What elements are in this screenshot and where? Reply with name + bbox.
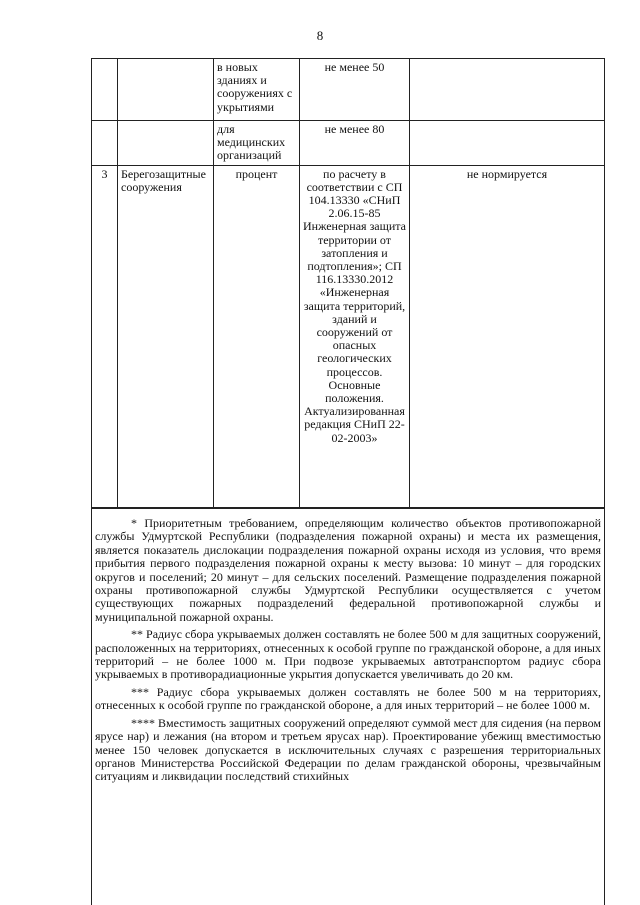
min-value-cell: не менее 50 xyxy=(300,59,410,121)
object-name-cell xyxy=(118,59,214,121)
footnote-shelter-capacity: **** Вместимость защитных сооружений определяют суммой мест для сидения (на первом ярусе нар) и лежания (на втором и третьем ярусах нар). Проектирование убежищ вместимостью менее 150 человек допускается в исключительных случаях с разрешения территориальных органов Министерства Российской Федерации по делам гражданской обороны, чрезвычайным ситуациям и ликвидации последствий стихийных xyxy=(95,715,601,784)
footnotes xyxy=(91,508,605,905)
norms-table xyxy=(91,58,605,508)
table-row xyxy=(92,121,605,166)
max-value-cell xyxy=(410,59,605,121)
table-row xyxy=(92,165,605,507)
row-number-cell: 3 xyxy=(92,165,118,507)
min-value-cell: по расчету в соответствии с СП 104.13330 «СНиП 2.06.15-85 Инженерная защита территории от затопления и подтопления»; СП 116.13330.2012 «Инженерная защита территорий, зданий и сооружений от опасных геологических процессов. Основные положения. Актуализированная редакция СНиП 22-02-2003» xyxy=(300,165,410,507)
footnote-fire-service: * Приоритетным требованием, определяющим количество объектов противопожарной службы Удмуртской Республики (подразделения пожарной охраны) и места их размещения, является показатель дислокации подразделения пожарной охраны исходя из условия, что время прибытия первого подразделения пожарной охраны к месту вызова: 10 минут – для городских округов и поселений; 20 минут – для сельских поселений. Размещение подразделения пожарной охраны противопожарной службы Удмуртской Республики осуществляется с учетом существующих пожарных подразделений федеральной противопожарной службы и муниципальной пожарной охраны. xyxy=(95,516,601,624)
unit-cell: процент xyxy=(214,165,300,507)
page-number: 8 xyxy=(316,28,324,43)
unit-cell: в новых зданиях и сооружениях с укрытиями xyxy=(214,59,300,121)
max-value-cell: не нормируется xyxy=(410,165,605,507)
table-row xyxy=(92,59,605,121)
unit-cell: для медицинских организаций xyxy=(214,121,300,166)
footnote-radius-territories: *** Радиус сбора укрываемых должен составлять не более 500 м на территориях, отнесенных к особой группе по гражданской обороне, а для иных территорий – не более 1000 м. xyxy=(95,684,601,713)
max-value-cell xyxy=(410,121,605,166)
row-number-cell xyxy=(92,59,118,121)
row-number-cell xyxy=(92,121,118,166)
object-name-cell xyxy=(118,121,214,166)
footnote-radius-shelters: ** Радиус сбора укрываемых должен составлять не более 500 м для защитных сооружений, расположенных на территориях, отнесенных к особой группе по гражданской обороне, а для иных территорий – не более 1000 м. При подвозе укрываемых автотранспортом радиус сбора укрываемых в противорадиационные укрытия допускается увеличивать до 20 км. xyxy=(95,627,601,682)
min-value-cell: не менее 80 xyxy=(300,121,410,166)
object-name-cell: Берегозащитные сооружения xyxy=(118,165,214,507)
